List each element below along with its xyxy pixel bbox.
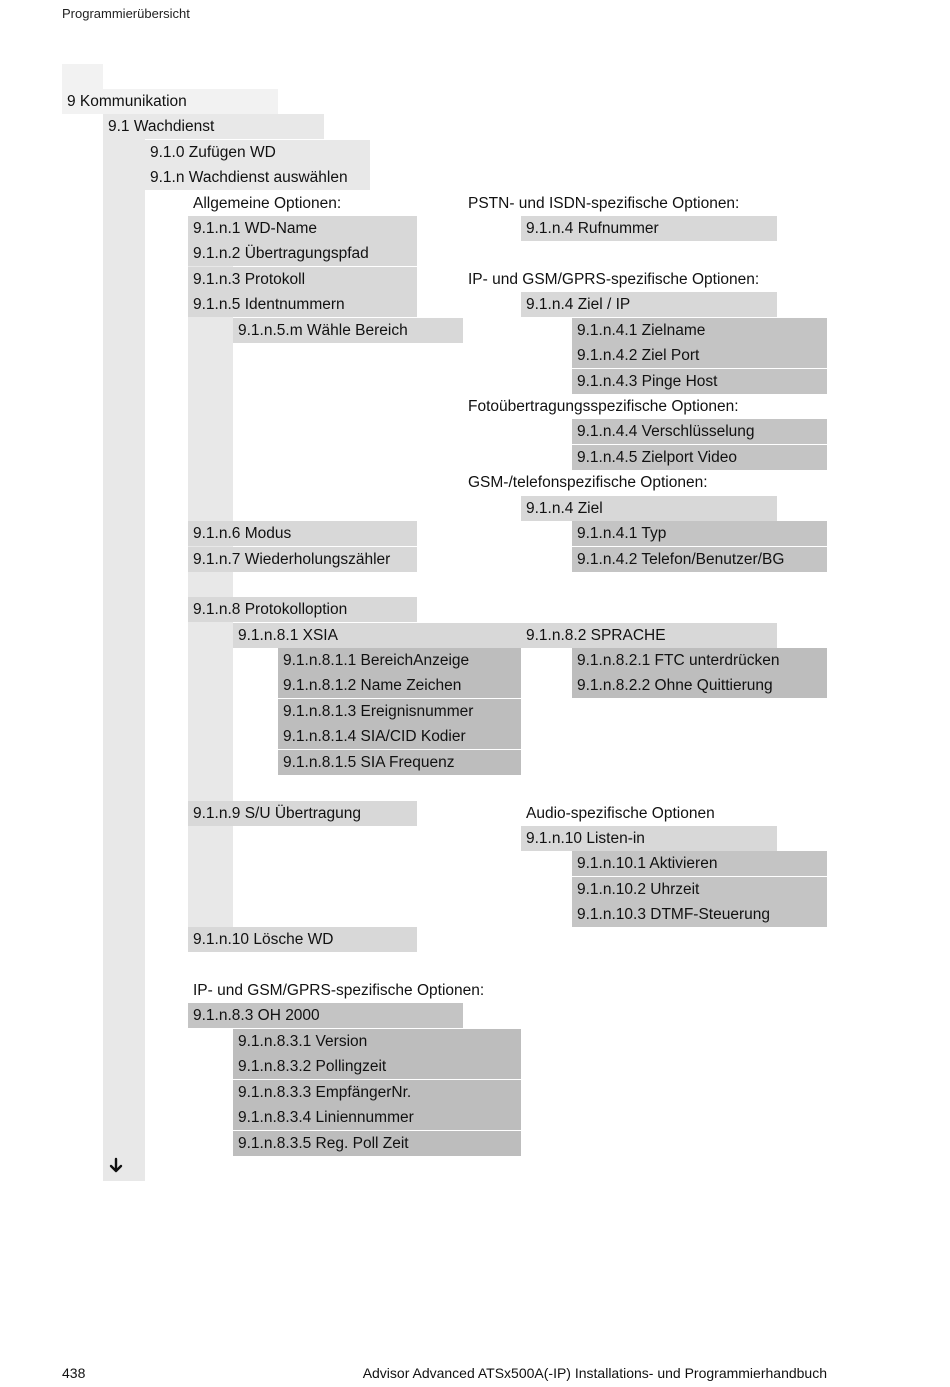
tree-corner-block xyxy=(62,64,103,89)
menu-9-1-n-wachdienst-auswaehlen[interactable]: 9.1.n Wachdienst auswählen xyxy=(145,165,370,190)
menu-9-1-n-8-2-sprache[interactable]: 9.1.n.8.2 SPRACHE xyxy=(526,627,666,644)
menu-9-1-n-5-m-waehle-bereich[interactable]: 9.1.n.5.m Wähle Bereich xyxy=(233,318,463,343)
menu-9-1-n-8-3-5-reg-poll-zeit[interactable]: 9.1.n.8.3.5 Reg. Poll Zeit xyxy=(233,1131,521,1156)
menu-9-1-n-10-loesche-wd[interactable]: 9.1.n.10 Lösche WD xyxy=(188,927,417,952)
menu-9-1-n-8-1-2-name-zeichen[interactable]: 9.1.n.8.1.2 Name Zeichen xyxy=(278,673,521,698)
menu-9-kommunikation[interactable]: 9 Kommunikation xyxy=(62,89,278,114)
menu-9-1-n-4-2-telefon-benutzer-bg[interactable]: 9.1.n.4.2 Telefon/Benutzer/BG xyxy=(572,547,827,572)
menu-9-1-n-4-3-pinge-host[interactable]: 9.1.n.4.3 Pinge Host xyxy=(572,369,827,394)
menu-9-1-n-5-identnummern[interactable]: 9.1.n.5 Identnummern xyxy=(188,292,417,317)
audio-heading: Audio-spezifische Optionen xyxy=(526,805,715,822)
menu-9-1-n-4-5-zielport-video[interactable]: 9.1.n.4.5 Zielport Video xyxy=(572,445,827,470)
menu-9-1-n-4-1-zielname[interactable]: 9.1.n.4.1 Zielname xyxy=(572,318,827,343)
tree-level-3-bar xyxy=(188,216,233,952)
menu-9-1-n-7-wiederholungszaehler[interactable]: 9.1.n.7 Wiederholungszähler xyxy=(188,547,417,572)
ip-gsm-heading-2: IP- und GSM/GPRS-spezifische Optionen: xyxy=(193,982,485,999)
menu-9-1-n-4-rufnummer[interactable]: 9.1.n.4 Rufnummer xyxy=(521,216,777,241)
page-header-title: Programmierübersicht xyxy=(62,6,190,21)
menu-9-1-n-8-3-4-liniennummer[interactable]: 9.1.n.8.3.4 Liniennummer xyxy=(233,1105,521,1130)
menu-9-1-n-9-su-uebertragung[interactable]: 9.1.n.9 S/U Übertragung xyxy=(188,801,417,826)
menu-9-1-n-8-3-oh-2000[interactable]: 9.1.n.8.3 OH 2000 xyxy=(188,1003,463,1028)
menu-9-1-n-8-3-3-empfaengernr[interactable]: 9.1.n.8.3.3 EmpfängerNr. xyxy=(233,1080,521,1105)
menu-9-1-0-zufuegen-wd[interactable]: 9.1.0 Zufügen WD xyxy=(145,140,370,165)
menu-9-1-n-6-modus[interactable]: 9.1.n.6 Modus xyxy=(188,521,417,546)
menu-9-1-n-10-listen-in[interactable]: 9.1.n.10 Listen-in xyxy=(521,826,777,851)
menu-9-1-n-8-1-5-sia-frequenz[interactable]: 9.1.n.8.1.5 SIA Frequenz xyxy=(278,750,521,775)
menu-9-1-n-3-protokoll[interactable]: 9.1.n.3 Protokoll xyxy=(188,267,417,292)
tree-level-1-bar xyxy=(103,114,145,1181)
ip-gsm-heading: IP- und GSM/GPRS-spezifische Optionen: xyxy=(468,271,760,288)
general-options-heading: Allgemeine Optionen: xyxy=(193,195,342,212)
menu-9-1-n-4-4-verschluesselung[interactable]: 9.1.n.4.4 Verschlüsselung xyxy=(572,419,827,444)
menu-9-1-n-10-2-uhrzeit[interactable]: 9.1.n.10.2 Uhrzeit xyxy=(572,877,827,902)
menu-9-1-n-10-3-dtmf-steuerung[interactable]: 9.1.n.10.3 DTMF-Steuerung xyxy=(572,902,827,927)
pstn-isdn-heading: PSTN- und ISDN-spezifische Optionen: xyxy=(468,195,740,212)
menu-9-1-n-4-ziel-ip[interactable]: 9.1.n.4 Ziel / IP xyxy=(521,292,777,317)
menu-9-1-n-8-2-2-ohne-quittierung[interactable]: 9.1.n.8.2.2 Ohne Quittierung xyxy=(572,673,827,698)
menu-9-1-wachdienst[interactable]: 9.1 Wachdienst xyxy=(103,114,324,139)
menu-9-1-n-4-ziel[interactable]: 9.1.n.4 Ziel xyxy=(521,496,777,521)
menu-9-1-n-8-protokolloption[interactable]: 9.1.n.8 Protokolloption xyxy=(188,597,417,622)
foto-heading: Fotoübertragungsspezifische Optionen: xyxy=(468,398,739,415)
menu-9-1-n-8-1-1-bereichanzeige[interactable]: 9.1.n.8.1.1 BereichAnzeige xyxy=(278,648,521,673)
menu-9-1-n-8-3-2-pollingzeit[interactable]: 9.1.n.8.3.2 Pollingzeit xyxy=(233,1054,521,1079)
arrow-down-icon xyxy=(108,1157,124,1175)
menu-9-1-n-4-1-typ[interactable]: 9.1.n.4.1 Typ xyxy=(572,521,827,546)
gsm-telefon-heading: GSM-/telefonspezifische Optionen: xyxy=(468,474,708,491)
menu-9-1-n-1-wd-name[interactable]: 9.1.n.1 WD-Name xyxy=(188,216,417,241)
page-number: 438 xyxy=(62,1365,86,1381)
menu-9-1-n-8-3-1-version[interactable]: 9.1.n.8.3.1 Version xyxy=(233,1029,521,1054)
menu-9-1-n-8-2-1-ftc-unterdruecken[interactable]: 9.1.n.8.2.1 FTC unterdrücken xyxy=(572,648,827,673)
menu-9-1-n-8-1-4-sia-cid-kodier[interactable]: 9.1.n.8.1.4 SIA/CID Kodier xyxy=(278,724,521,749)
menu-9-1-n-8-1-xsia[interactable]: 9.1.n.8.1 XSIA xyxy=(238,627,338,644)
menu-9-1-n-2-uebertragungspfad[interactable]: 9.1.n.2 Übertragungspfad xyxy=(188,241,417,266)
manual-title: Advisor Advanced ATSx500A(-IP) Installations- und Programmierhandbuch xyxy=(362,1365,827,1381)
menu-9-1-n-8-1-3-ereignisnummer[interactable]: 9.1.n.8.1.3 Ereignisnummer xyxy=(278,699,521,724)
menu-9-1-n-10-1-aktivieren[interactable]: 9.1.n.10.1 Aktivieren xyxy=(572,851,827,876)
menu-9-1-n-4-2-ziel-port[interactable]: 9.1.n.4.2 Ziel Port xyxy=(572,343,827,368)
